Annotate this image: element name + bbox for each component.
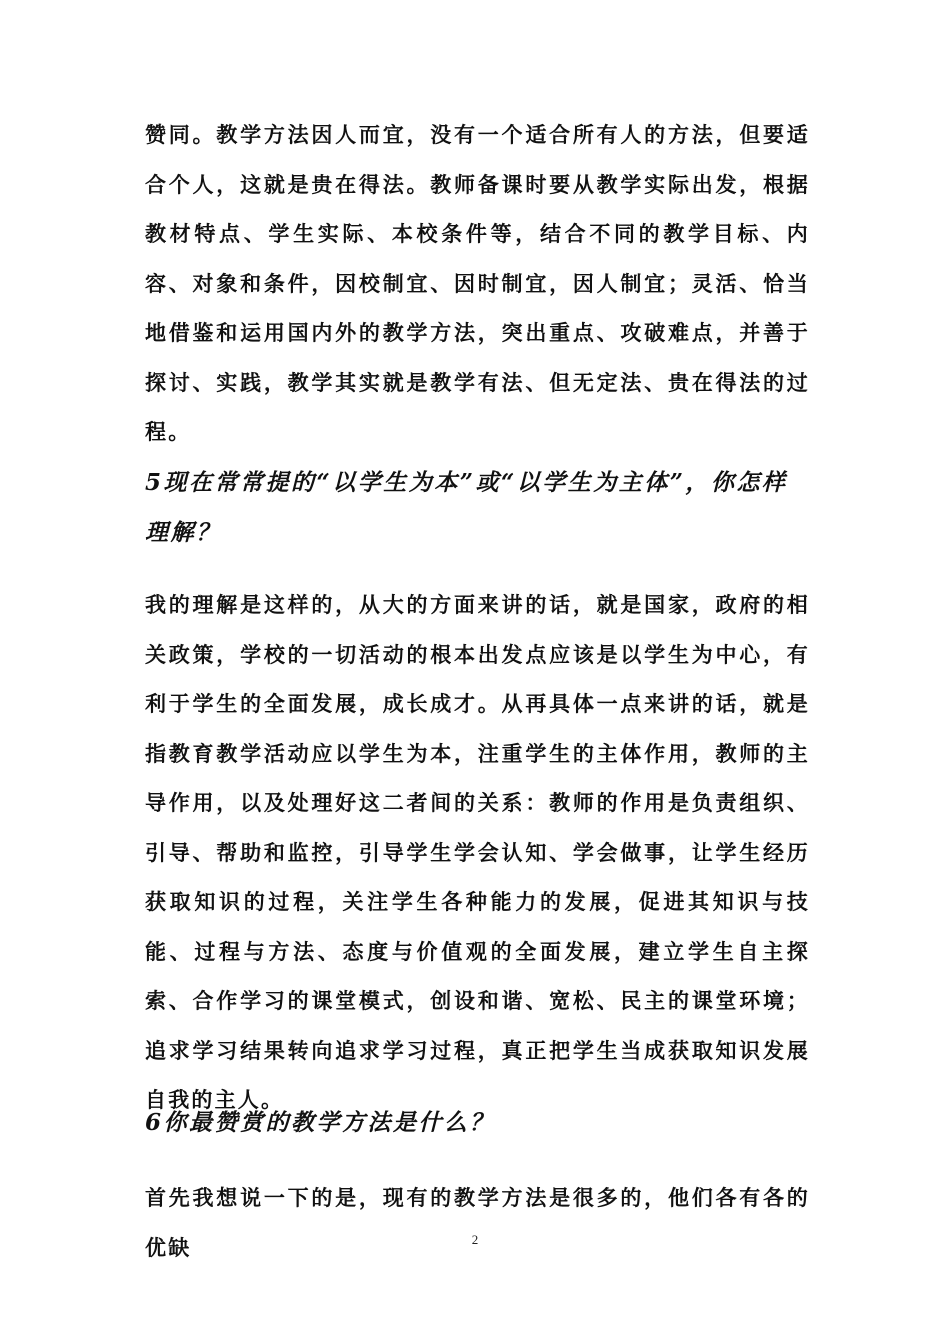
question-heading-6: 6你最赞赏的教学方法是什么？ xyxy=(145,1109,496,1136)
question-heading-5: 5现在常常提的“以学生为本”或“以学生为主体”，你怎样理解？ xyxy=(145,469,788,546)
body-paragraph-2: 我的理解是这样的，从大的方面来讲的话，就是国家，政府的相关政策，学校的一切活动的根本出发点应该是以学生为中心，有利于学生的全面发展，成长成才。从再具体一点来讲的话，就是指教育教学活动应以学生为本，注重学生的主体作用，教师的主导作用，以及处理好这二者间的关系：教师的作用是负责组织、引导、帮助和监控，引导学生学会认知、学会做事，让学生经历获取知识的过程，关注学生各种能力的发展，促进其知识与技能、过程与方法、态度与价值观的全面发展，建立学生自主探索、合作学习的课堂模式，创设和谐、宽松、民主的课堂环境；追求学习结果转向追求学习过程，真正把学生当成获取知识发展自我的主人。 xyxy=(145,592,810,1112)
body-paragraph-3: 首先我想说一下的是，现有的教学方法是很多的，他们各有各的优缺 xyxy=(145,1185,810,1260)
page-number: 2 xyxy=(471,1232,479,1247)
body-paragraph-1: 赞同。教学方法因人而宜，没有一个适合所有人的方法，但要适合个人，这就是贵在得法。教师备课时要从教学实际出发，根据教材特点、学生实际、本校条件等，结合不同的教学目标、内容、对象和条件，因校制宜、因时制宜，因人制宜；灵活、恰当地借鉴和运用国内外的教学方法，突出重点、攻破难点，并善于探讨、实践，教学其实就是教学有法、但无定法、贵在得法的过程。 xyxy=(145,122,810,444)
